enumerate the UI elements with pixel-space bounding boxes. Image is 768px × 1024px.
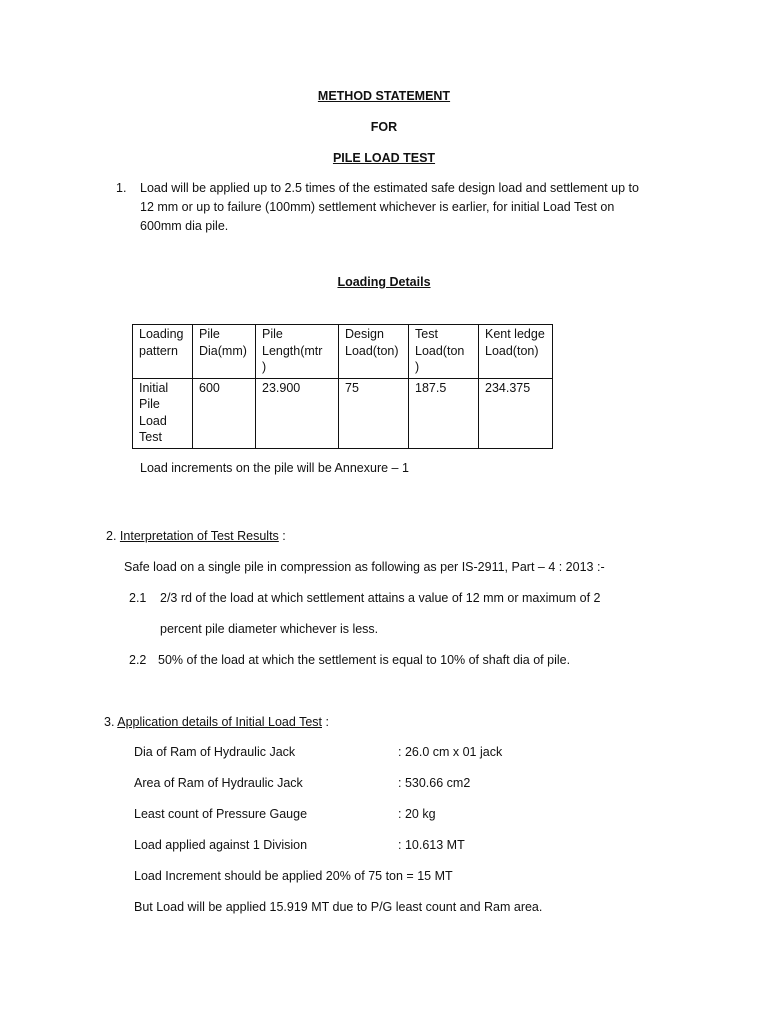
- table-header-row: [133, 325, 553, 379]
- section2-intro: Safe load on a single pile in compression as following as per IS-2911, Part – 4 : 2013 :-: [124, 560, 605, 574]
- section1-number: 1.: [116, 181, 127, 195]
- load-increment-line: Load Increment should be applied 20% of 75 ton = 15 MT: [134, 869, 453, 883]
- item-2-2-text: 50% of the load at which the settlement is equal to 10% of shaft dia of pile.: [158, 653, 571, 667]
- section1-line2: 12 mm or up to failure (100mm) settlement whichever is earlier, for initial Load Test on: [140, 200, 615, 214]
- detail-label-ram-area: Area of Ram of Hydraulic Jack: [134, 776, 303, 790]
- section2-number: 2.: [106, 529, 117, 543]
- detail-value-ram-area: : 530.66 cm2: [398, 776, 471, 790]
- doc-title-line1: METHOD STATEMENT: [317, 89, 451, 103]
- item-2-1-line2: percent pile diameter whichever is less.: [160, 622, 379, 636]
- cell-design-load: 75: [339, 378, 409, 448]
- item-2-1-line1: 2/3 rd of the load at which settlement attains a value of 12 mm or maximum of 2: [160, 591, 601, 605]
- table-row: [133, 378, 553, 448]
- section2-title: Interpretation of Test Results: [119, 529, 279, 543]
- cell-pile-dia: 600: [193, 378, 256, 448]
- cell-test-load: 187.5: [409, 378, 479, 448]
- header-kentledge-load: Kent ledge Load(ton): [479, 325, 553, 379]
- section2-colon: :: [278, 529, 286, 543]
- item-2-2-number: 2.2: [129, 653, 147, 667]
- detail-value-load-per-division: : 10.613 MT: [398, 838, 465, 852]
- header-pile-length: Pile Length(mtr ): [256, 325, 339, 379]
- detail-label-load-per-division: Load applied against 1 Division: [134, 838, 308, 852]
- cell-loading-pattern: Initial Pile Load Test: [133, 378, 193, 448]
- loading-details-table: [132, 324, 553, 449]
- section3-heading: [104, 715, 329, 729]
- section1-line1: Load will be applied up to 2.5 times of the estimated safe design load and settlement up to: [140, 181, 639, 195]
- section3-title: Application details of Initial Load Test: [117, 715, 322, 729]
- doc-title-line2: FOR: [370, 120, 398, 134]
- cell-kentledge-load: 234.375: [479, 378, 553, 448]
- section3-number: 3.: [104, 715, 115, 729]
- detail-value-least-count: : 20 kg: [398, 807, 436, 821]
- detail-label-least-count: Least count of Pressure Gauge: [134, 807, 308, 821]
- section3-colon: :: [322, 715, 329, 729]
- item-2-1-number: 2.1: [129, 591, 147, 605]
- cell-pile-length: 23.900: [256, 378, 339, 448]
- header-test-load: Test Load(ton ): [409, 325, 479, 379]
- detail-label-ram-dia: Dia of Ram of Hydraulic Jack: [134, 745, 296, 759]
- load-applied-line: But Load will be applied 15.919 MT due to P/G least count and Ram area.: [134, 900, 543, 914]
- doc-title-line3: PILE LOAD TEST: [332, 151, 436, 165]
- loading-details-title: Loading Details: [337, 275, 431, 289]
- header-design-load: Design Load(ton): [339, 325, 409, 379]
- detail-value-ram-dia: : 26.0 cm x 01 jack: [398, 745, 503, 759]
- load-increments-note: Load increments on the pile will be Annexure – 1: [140, 461, 409, 475]
- header-loading-pattern: Loading pattern: [133, 325, 193, 379]
- header-pile-dia: Pile Dia(mm): [193, 325, 256, 379]
- section1-line3: 600mm dia pile.: [140, 219, 229, 233]
- section2-heading: [106, 529, 286, 543]
